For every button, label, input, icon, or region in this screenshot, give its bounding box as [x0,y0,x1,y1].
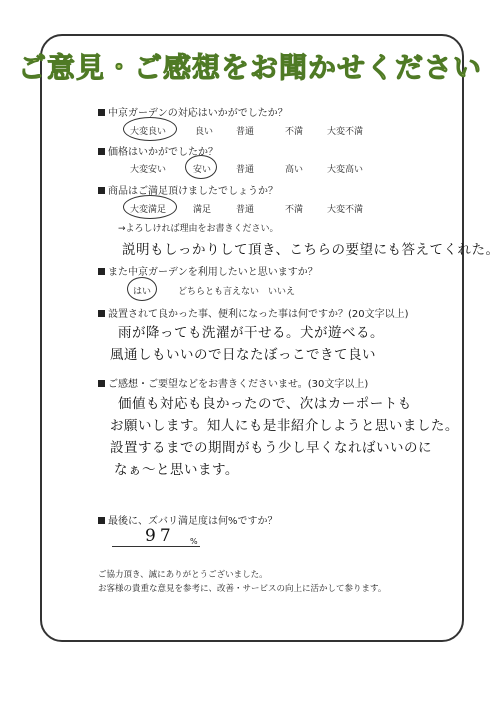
q1-option-3[interactable]: 普通 [236,127,255,137]
question-5-label: 設置されて良かった事、便利になった事は何ですか？(20文字以上) [108,309,409,320]
bullet-square-icon [98,380,105,387]
q3-option-3[interactable]: 普通 [236,205,255,215]
q5-answer-line-1: 雨が降っても洗濯が干せる。犬が遊べる。 [118,325,384,341]
q3-option-5[interactable]: 大変不満 [327,205,364,215]
selected-circle-mark [127,277,157,301]
q2-option-4[interactable]: 高い [285,165,304,175]
q3-option-4[interactable]: 不満 [285,205,304,215]
reason-note: →よろしければ理由をお書きください。 [118,224,279,234]
footer-thanks: ご協力頂き、誠にありがとうございました。 [98,570,268,580]
bullet-square-icon [98,517,105,524]
q4-option-3[interactable]: いいえ [268,287,296,297]
q4-option-1[interactable]: はい [133,287,152,297]
satisfaction-value: 97 [145,526,175,546]
q4-option-2[interactable]: どちらとも言えない [178,287,260,297]
selected-circle-mark [123,195,177,219]
question-4-label: また中京ガーデンを利用したいと思いますか？ [108,267,318,278]
selected-circle-mark [123,117,177,141]
footer-message: お客様の貴重な意見を参考に、改善・サービスの向上に活かして参ります。 [98,584,387,594]
question-1 [98,104,288,119]
q2-option-3[interactable]: 普通 [236,165,255,175]
q1-option-4[interactable]: 不満 [285,127,304,137]
bullet-square-icon [98,310,105,317]
q1-option-2[interactable]: 良い [195,127,214,137]
q6-answer-line-2: お願いします。知人にも是非紹介しようと思いました。 [110,418,459,434]
bullet-square-icon [98,268,105,275]
q3-handwritten-answer: 説明もしっかりして頂き、こちらの要望にも答えてくれた。 [122,242,500,258]
selected-circle-mark [185,155,217,179]
q1-option-5[interactable]: 大変不満 [327,127,364,137]
q2-option-5[interactable]: 大変高い [327,165,364,175]
q2-option-2[interactable]: 安い [193,165,212,175]
satisfaction-underline [112,546,200,547]
question-4 [98,263,318,278]
question-2-label: 価格はいかがでしたか？ [108,147,218,158]
percent-unit: % [190,537,198,546]
question-6 [98,375,368,390]
question-6-label: ご感想・ご要望などをお書きくださいませ。(30文字以上) [108,379,369,390]
q3-option-2[interactable]: 満足 [193,205,212,215]
q6-answer-line-1: 価値も対応も良かったので、次はカーポートも [118,396,412,412]
question-1-label: 中京ガーデンの対応はいかがでしたか？ [108,108,288,119]
q5-answer-line-2: 風通しもいいので日なたぼっこできて良い [110,347,376,363]
q2-option-1[interactable]: 大変安い [130,165,167,175]
q6-answer-line-3: 設置するまでの期間がもう少し早くなればいいのに [110,440,432,456]
question-3-label: 商品はご満足頂けましたでしょうか？ [108,186,278,197]
bullet-square-icon [98,148,105,155]
survey-title: ご意見・ご感想をお聞かせください [17,51,482,84]
q1-option-1[interactable]: 大変良い [130,127,167,137]
bullet-square-icon [98,109,105,116]
question-5 [98,305,409,320]
bullet-square-icon [98,187,105,194]
q3-option-1[interactable]: 大変満足 [130,205,167,215]
question-3 [98,182,278,197]
question-7-label: 最後に、ズバリ満足度は何%ですか？ [108,516,278,527]
question-7 [98,512,278,527]
q6-answer-line-4: なぁ～と思います。 [114,462,239,478]
